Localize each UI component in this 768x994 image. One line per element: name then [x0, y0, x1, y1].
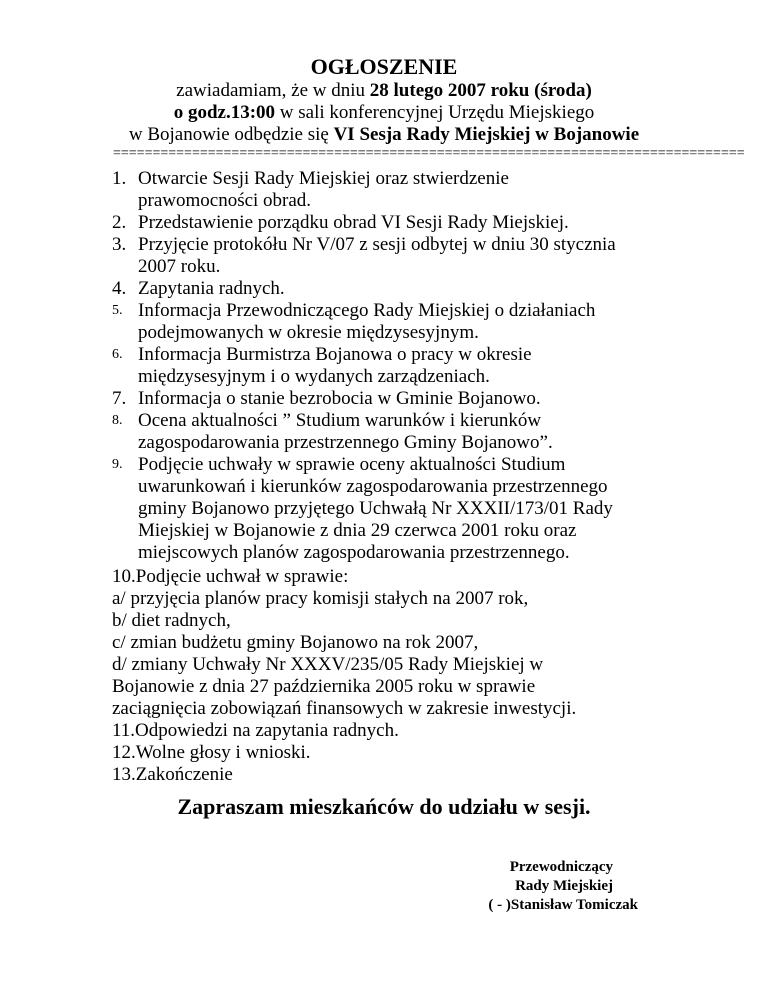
agenda-text: zagospodarowania przestrzennego Gminy Bojanowo”.: [138, 432, 553, 453]
signature-body: Rady Miejskiej: [515, 878, 613, 894]
agenda-item-11: 11.Odpowiedzi na zapytania radnych.: [112, 720, 399, 741]
agenda-item-9: [112, 454, 712, 564]
agenda-item-6: [112, 344, 712, 388]
intro-text: w sali konferencyjnej Urzędu Miejskiego: [275, 102, 595, 123]
intro-text: w Bojanowie odbędzie się: [128, 124, 334, 145]
agenda-text: gminy Bojanowo przyjętego Uchwałą Nr XXXII/173/01 Rady: [138, 498, 613, 519]
agenda-item-7: [112, 388, 712, 410]
session-time: o godz.13:00: [173, 102, 276, 123]
agenda-text: Informacja Przewodniczącego Rady Miejskiej o działaniach: [138, 300, 596, 321]
agenda-text: miejscowych planów zagospodarowania przestrzennego.: [138, 542, 570, 563]
agenda-item-12: 12.Wolne głosy i wnioski.: [112, 742, 311, 763]
agenda-number: 3.: [112, 234, 127, 255]
intro-line-1: [0, 80, 768, 102]
agenda-item-8: [112, 410, 712, 454]
session-date: 28 lutego 2007 roku (środa): [369, 80, 592, 101]
agenda-number: 8.: [112, 413, 123, 428]
sub-item: zaciągnięcia zobowiązań finansowych w zakresie inwestycji.: [112, 698, 577, 719]
agenda-text: 2007 roku.: [138, 256, 221, 277]
agenda-text: Informacja Burmistrza Bojanowa o pracy w okresie: [138, 344, 532, 365]
agenda-item-3: [112, 234, 712, 278]
agenda-number: 6.: [112, 347, 123, 362]
agenda-text: Miejskiej w Bojanowie z dnia 29 czerwca 2001 roku oraz: [138, 520, 577, 541]
sub-item: c/ zmian budżetu gminy Bojanowo na rok 2007,: [112, 632, 479, 653]
agenda-item-4: [112, 278, 712, 300]
intro-line-3: [0, 124, 768, 146]
sub-item: a/ przyjęcia planów pracy komisji stałych na 2007 rok,: [112, 588, 529, 609]
signature-title: Przewodniczący: [509, 859, 613, 875]
session-name: VI Sesja Rady Miejskiej w Bojanowie: [333, 124, 640, 145]
agenda-number: 9.: [112, 457, 123, 472]
agenda-text: podejmowanych w okresie międzysesyjnym.: [138, 322, 479, 343]
intro-text: zawiadamiam, że w dniu: [176, 80, 370, 101]
agenda-text: uwarunkowań i kierunków zagospodarowania przestrzennego: [138, 476, 608, 497]
agenda-item-1: [112, 168, 712, 212]
invitation-text: Zapraszam mieszkańców do udziału w sesji.: [177, 794, 591, 819]
intro-line-2: [0, 102, 768, 124]
agenda-text: Przedstawienie porządku obrad VI Sesji Rady Miejskiej.: [138, 212, 569, 233]
agenda-text: Zapytania radnych.: [138, 278, 285, 299]
agenda-item-2: [112, 212, 712, 234]
agenda-number: 5.: [112, 303, 123, 318]
agenda-number: 7.: [112, 388, 127, 409]
agenda-number: 4.: [112, 278, 127, 299]
agenda-item-13: 13.Zakończenie: [112, 764, 233, 785]
sub-item: d/ zmiany Uchwały Nr XXXV/235/05 Rady Miejskiej w: [112, 654, 544, 675]
sub-item: Bojanowie z dnia 27 października 2005 roku w sprawie: [112, 676, 536, 697]
agenda-text: Otwarcie Sesji Rady Miejskiej oraz stwierdzenie: [138, 168, 509, 189]
agenda-text: Przyjęcie protokółu Nr V/07 z sesji odbytej w dniu 30 stycznia: [138, 234, 616, 255]
signature-name: ( - )Stanisław Tomiczak: [488, 897, 638, 913]
agenda-text: Ocena aktualności ” Studium warunków i kierunków: [138, 410, 542, 431]
agenda-text: Podjęcie uchwały w sprawie oceny aktualności Studium: [138, 454, 566, 475]
agenda-text: prawomocności obrad.: [138, 190, 312, 211]
agenda-text: Informacja o stanie bezrobocia w Gminie Bojanowo.: [138, 388, 541, 409]
separator-line: ================================================================================: [113, 146, 745, 161]
agenda-item-5: [112, 300, 712, 344]
agenda-text: międzysesyjnym i o wydanych zarządzeniach.: [138, 366, 490, 387]
agenda-item-10: 10.Podjęcie uchwał w sprawie:: [112, 566, 349, 587]
sub-item: b/ diet radnych,: [112, 610, 231, 631]
agenda-number: 2.: [112, 212, 127, 233]
agenda-number: 1.: [112, 168, 127, 189]
document-title: OGŁOSZENIE: [310, 54, 458, 79]
